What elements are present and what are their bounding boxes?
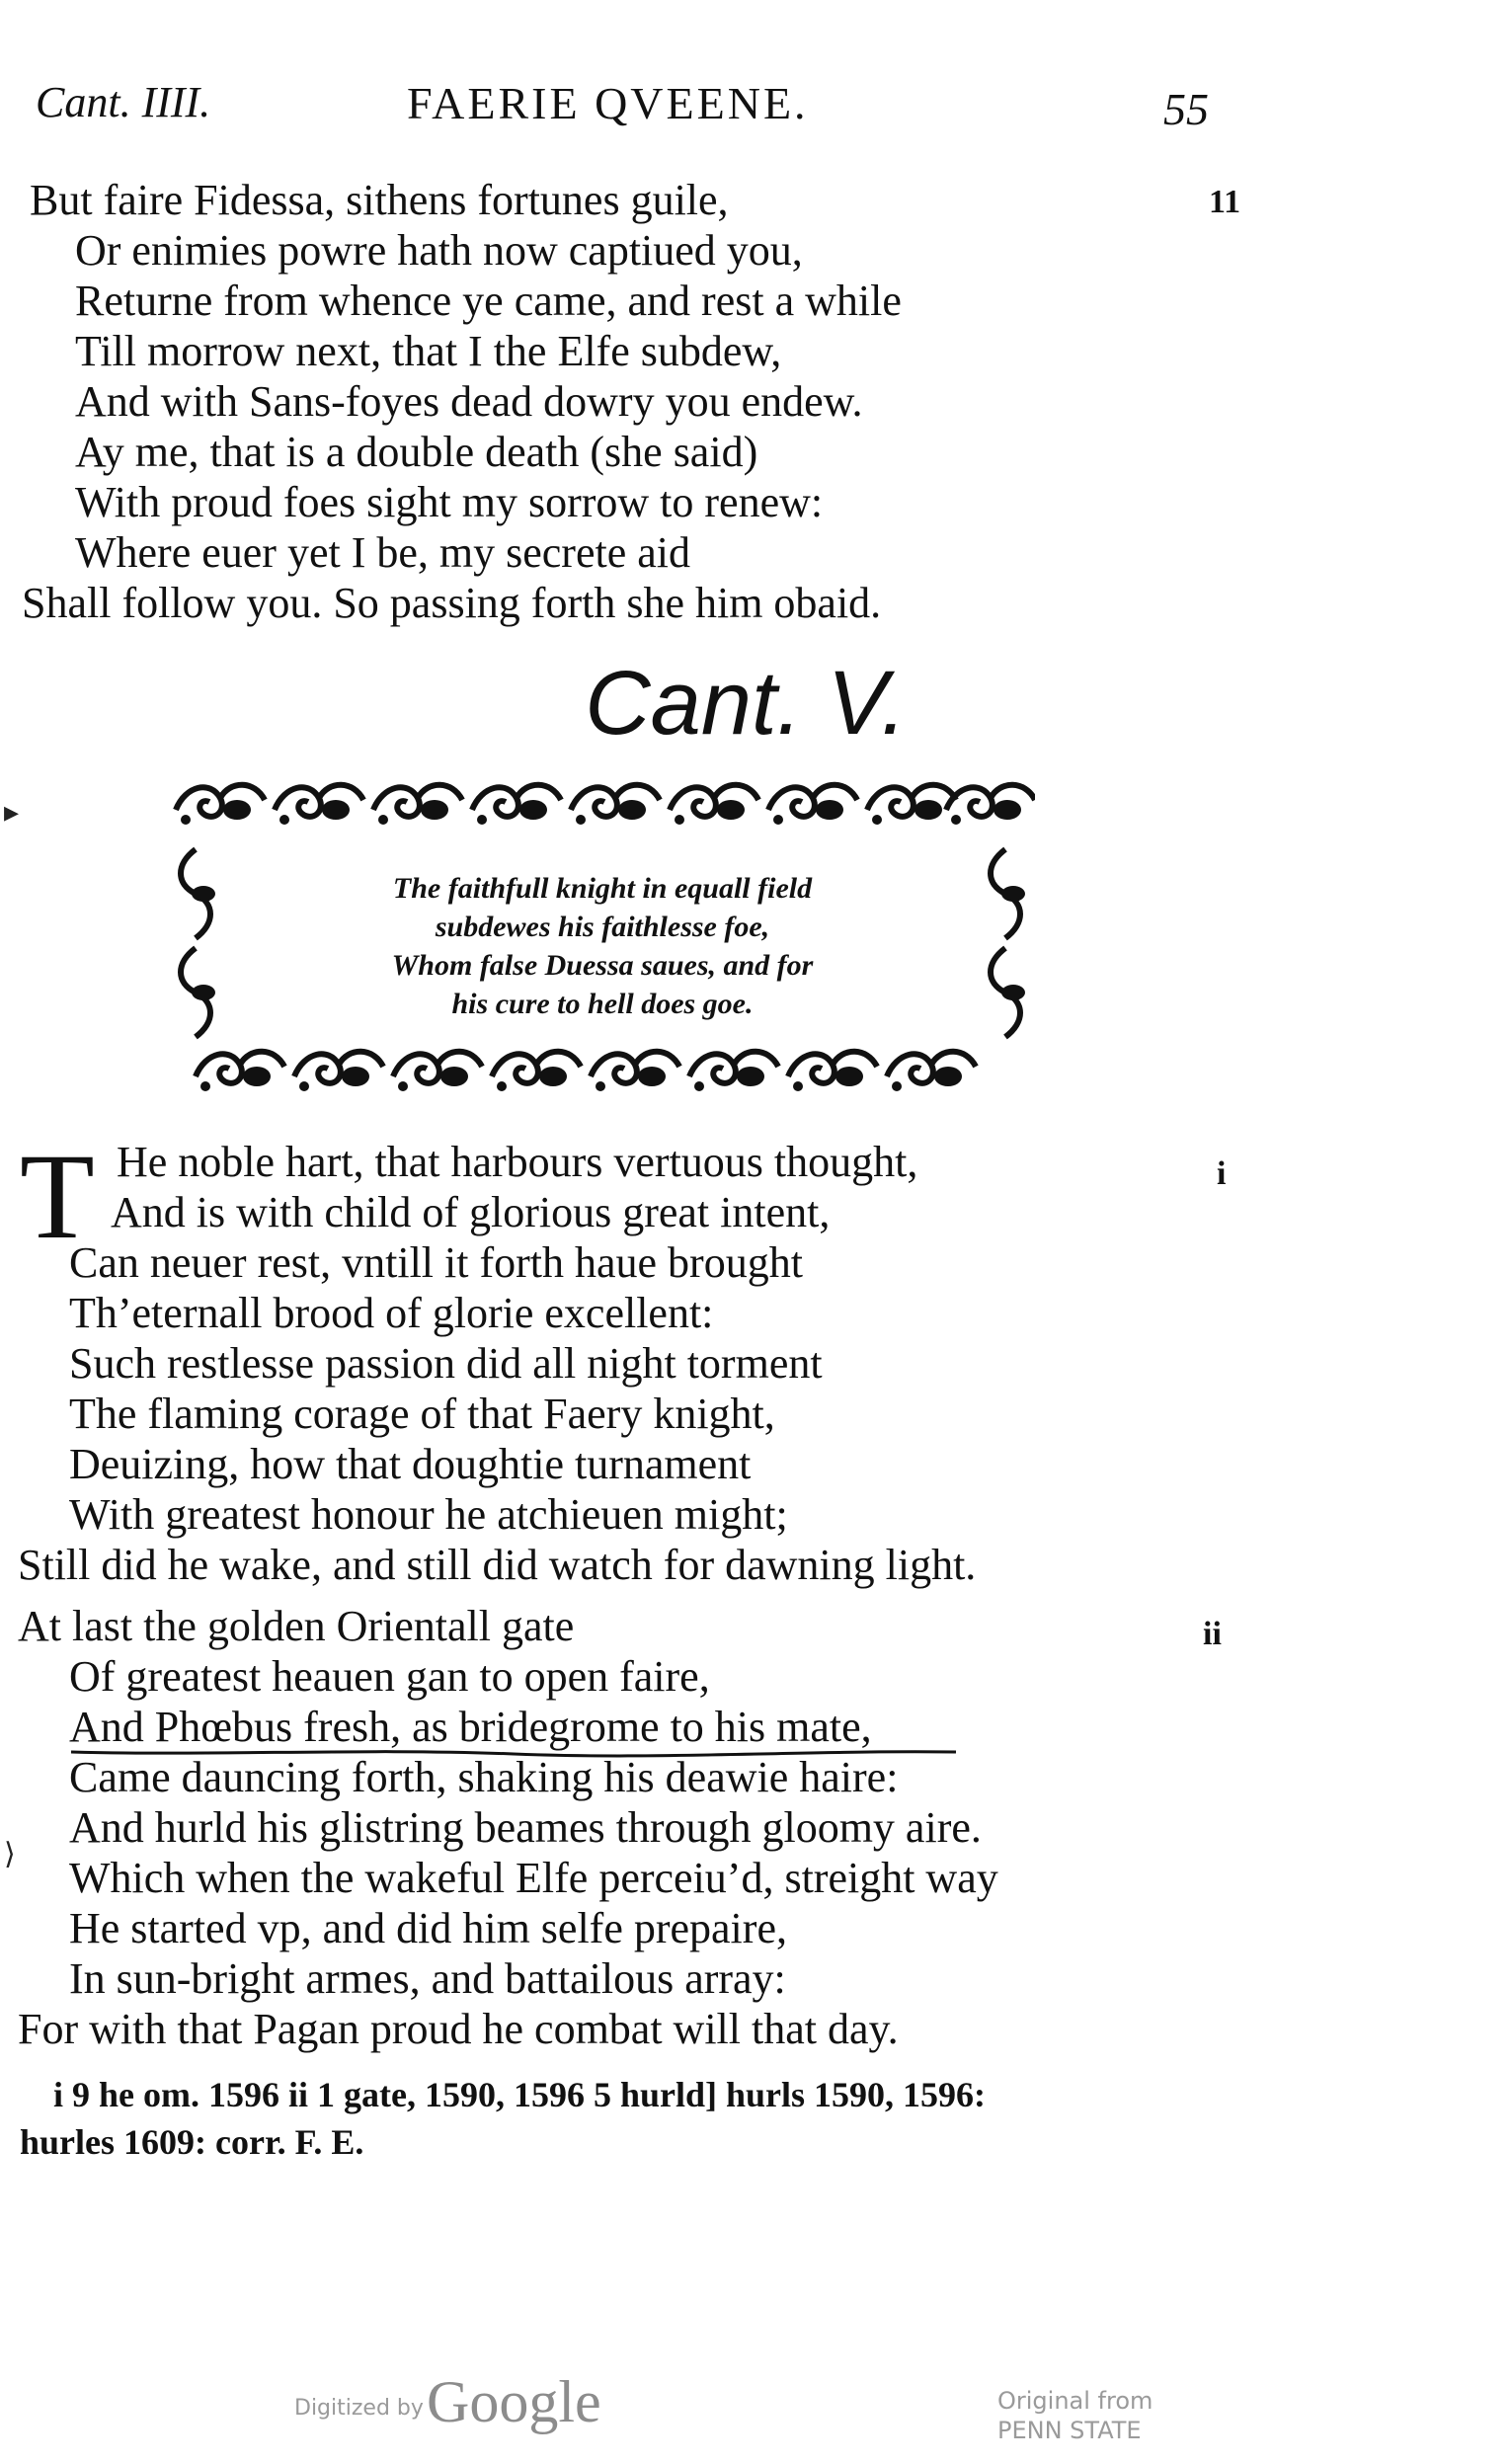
argument-line: his cure to hell does goe.	[451, 988, 754, 1020]
footnote-line: hurles 1609: corr. F. E.	[20, 2122, 364, 2162]
canto-argument	[326, 869, 879, 1023]
verse-line: Or enimies powre hath now captiued you,	[75, 226, 803, 275]
verse-line: Th’eternall brood of glorie excellent:	[69, 1289, 714, 1337]
canto-title	[0, 652, 1511, 755]
ornament-bottom-band	[196, 1052, 976, 1091]
verse-line: For with that Pagan proud he combat will that day.	[18, 2005, 899, 2053]
verse-line: But faire Fidessa, sithens fortunes guile,	[30, 176, 729, 224]
verse-line: And with Sans-foyes dead dowry you endew.	[75, 377, 863, 426]
verse-line: Shall follow you. So passing forth she him obaid.	[22, 579, 882, 627]
ornament-left-column	[181, 849, 215, 1037]
verse-line: Where euer yet I be, my secrete aid	[75, 528, 690, 577]
stanza-number: i	[1217, 1155, 1227, 1192]
verse-line: Came dauncing forth, shaking his deawie haire:	[69, 1753, 899, 1801]
verse-line: Still did he wake, and still did watch for dawning light.	[18, 1541, 977, 1589]
verse-line: And Phœbus fresh, as bridegrome to his mate,	[69, 1703, 872, 1751]
verse-line: And is with child of glorious great intent,	[111, 1188, 831, 1236]
ornament-top-band	[176, 785, 1035, 825]
stanza-number: ii	[1203, 1616, 1222, 1652]
stanza-number: 11	[1209, 184, 1241, 220]
margin-mark: ▸	[4, 796, 20, 829]
argument-line: Whom false Duessa saues, and for	[391, 949, 814, 982]
verse-line: He noble hart, that harbours vertuous thought,	[117, 1138, 918, 1186]
footnotes	[20, 2074, 1481, 2163]
verse-line: With greatest honour he atchieuen might;	[69, 1490, 788, 1539]
drop-cap: T	[20, 1129, 95, 1264]
verse-line: And hurld his glistring beames through gloomy aire.	[69, 1803, 982, 1852]
verse-line: At last the golden Orientall gate	[18, 1602, 575, 1650]
verse-line: Deuizing, how that doughtie turnament	[69, 1440, 752, 1488]
verse-line: He started vp, and did him selfe prepaire,	[69, 1904, 787, 1952]
verse-line: Such restlesse passion did all night torment	[69, 1339, 823, 1388]
verse-line: Which when the wakeful Elfe perceiu’d, streight way	[69, 1854, 998, 1902]
argument-line: The faithfull knight in equall field	[392, 872, 813, 905]
verse-line: With proud foes sight my sorrow to renew:	[75, 478, 824, 526]
verse-line: Of greatest heauen gan to open faire,	[69, 1652, 710, 1701]
verse-line: The flaming corage of that Faery knight,	[69, 1390, 775, 1438]
header-canto: Cant. IIII.	[36, 78, 211, 126]
canto-title-text: Cant. V.	[585, 653, 907, 754]
digitized-by-label: Digitized by	[294, 2396, 424, 2421]
original-source	[997, 2386, 1153, 2445]
header-book-title: FAERIE QVEENE.	[407, 78, 809, 128]
running-header	[0, 77, 1511, 136]
verse-line: Can neuer rest, vntill it forth haue brought	[69, 1238, 803, 1287]
verse-line: Till morrow next, that I the Elfe subdew,	[75, 327, 782, 375]
argument-line: subdewes his faithlesse foe,	[435, 911, 770, 943]
footnote-line: i 9 he om. 1596 ii 1 gate, 1590, 1596 5 hurld] hurls 1590, 1596:	[53, 2075, 987, 2114]
verse-line: Returne from whence ye came, and rest a while	[75, 277, 902, 325]
original-from-label: Original from	[997, 2387, 1153, 2415]
page-number: 55	[1163, 84, 1209, 134]
handwritten-underline	[69, 1740, 958, 1764]
ornament-right-column	[991, 849, 1025, 1037]
institution-label: PENN STATE	[997, 2417, 1142, 2444]
verse-line: In sun-bright armes, and battailous array:	[69, 1954, 786, 2003]
google-logo: Google	[427, 2369, 601, 2434]
margin-mark: ⟩	[4, 1838, 16, 1870]
verse-line: Ay me, that is a double death (she said)	[75, 428, 758, 476]
